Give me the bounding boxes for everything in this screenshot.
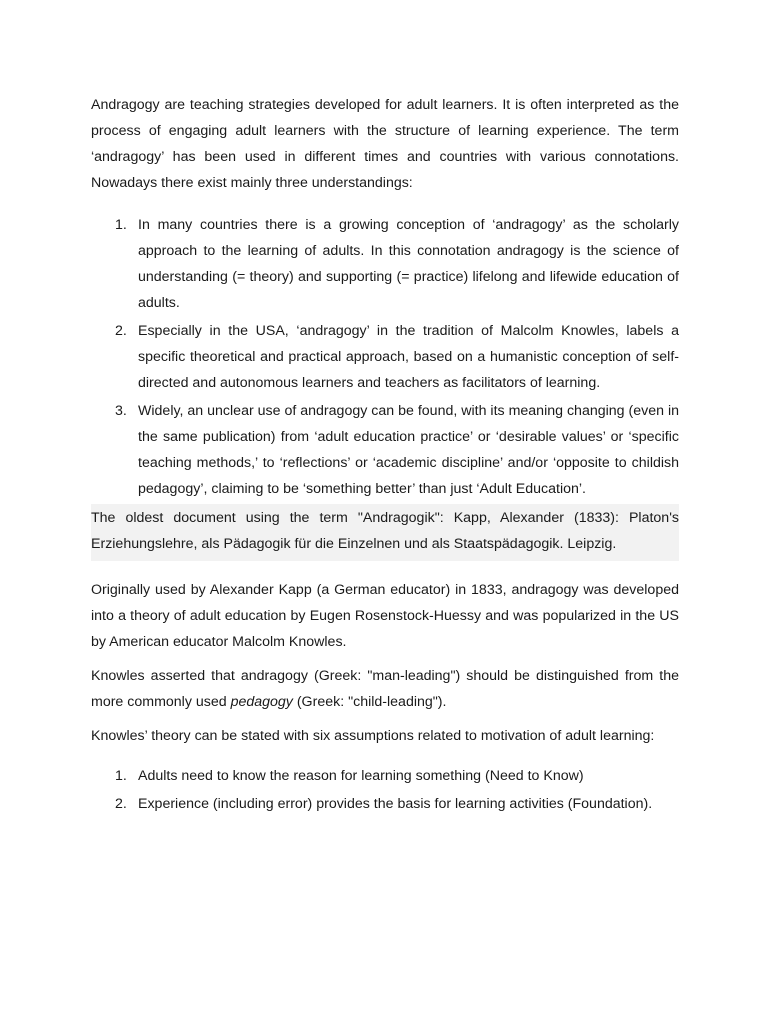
list-number: 1. <box>115 768 127 784</box>
list-item-text: Especially in the USA, ‘andragogy’ in the tradition of Malcolm Knowles, labels a specific theoretical and practical approach, based on a humanistic conception of self-directed and autonomous learners and teachers as facilitators of learning. <box>138 323 679 391</box>
list-number: 3. <box>115 403 127 419</box>
oldest-document-text: The oldest document using the term "Andragogik": Kapp, Alexander (1833): Platon's Erziehungslehre, als Pädagogik für die Einzelnen und als Staatspädagogik. Leipzig. <box>91 510 679 552</box>
list-item <box>91 398 679 502</box>
list-item <box>91 318 679 396</box>
oldest-document-callout <box>91 504 679 561</box>
pedagogy-term: pedagogy <box>230 694 293 710</box>
list-item <box>91 791 679 817</box>
knowles-asserted-text-end: (Greek: "child-leading"). <box>292 694 447 710</box>
list-item-text: In many countries there is a growing conception of ‘andragogy’ as the scholarly approach to the learning of adults. In this connotation andragogy is the science of understanding (= theory) and supporting (= practice) lifelong and lifewide education of adults. <box>138 217 679 311</box>
list-item-text: Experience (including error) provides the basis for learning activities (Foundation). <box>138 796 653 812</box>
knowles-asserted-text: Knowles asserted that andragogy (Greek: "man-leading") should be distinguished from the more commonly used <box>91 668 679 710</box>
theory-intro-paragraph: Knowles’ theory can be stated with six assumptions related to motivation of adult learning: <box>91 728 655 744</box>
list-number: 1. <box>115 217 127 233</box>
intro-paragraph: Andragogy are teaching strategies developed for adult learners. It is often interpreted as the process of engaging adult learners with the structure of learning experience. The term ‘andragogy’ has been used in different times and countries with various connotations. Nowadays there exist mainly three understandings: <box>91 97 679 191</box>
list-number: 2. <box>115 796 127 812</box>
understandings-list <box>91 212 679 502</box>
origin-paragraph: Originally used by Alexander Kapp (a German educator) in 1833, andragogy was developed into a theory of adult education by Eugen Rosenstock-Huessy and was popularized in the US by American educator Malcolm Knowles. <box>91 582 679 650</box>
list-item-text: Adults need to know the reason for learning something (Need to Know) <box>138 768 584 784</box>
list-item-text: Widely, an unclear use of andragogy can be found, with its meaning changing (even in the same publication) from ‘adult education practice’ or ‘desirable values’ or ‘specific teaching methods,’ to ‘reflections’ or ‘academic discipline’ and/or ‘opposite to childish pedagogy’, claiming to be ‘something better’ than just ‘Adult Education’. <box>138 403 679 497</box>
knowles-asserted-paragraph <box>91 663 679 715</box>
assumptions-list <box>91 763 679 817</box>
document-body <box>91 92 679 819</box>
list-item <box>91 212 679 316</box>
list-number: 2. <box>115 323 127 339</box>
list-item <box>91 763 679 789</box>
